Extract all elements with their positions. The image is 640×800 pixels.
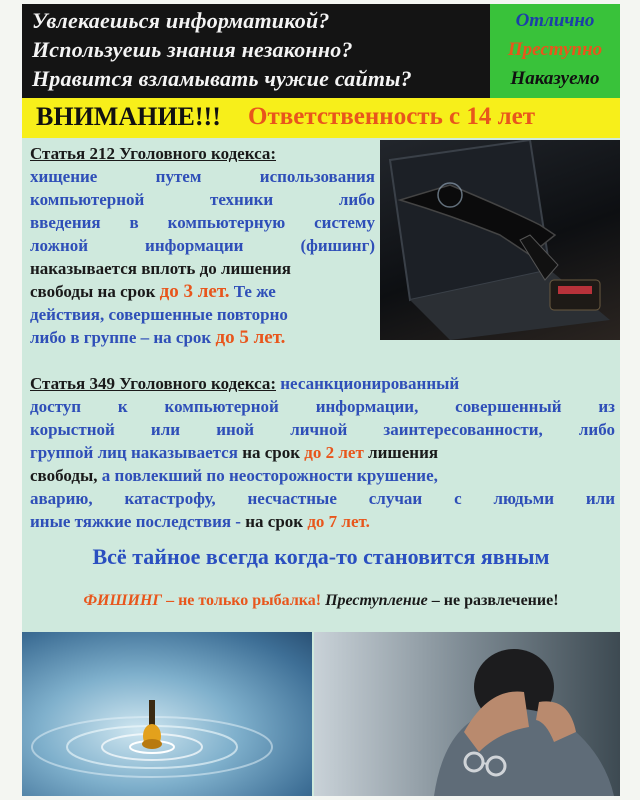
article-349-line-5 [30,464,615,487]
question-3: Нравится взламывать чужие сайты? [32,66,412,91]
article-349-line-3: корыстной или иной личной заинтересованности, либо [30,420,615,439]
article-349-consequences: иные тяжкие последствия - [30,512,241,531]
article-212-line-5: наказывается вплоть до лишения [30,259,291,278]
phishing-text-1: – не только рыбалка! [166,592,322,609]
attention-text: Ответственность с 14 лет [248,103,536,130]
phishing-text-2: – не развлечение! [431,592,559,609]
article-349-line-2: доступ к компьютерной информации, совершенный из [30,397,615,416]
article-212-line-2: компьютерной техники либо [30,190,375,209]
article-212-line-6 [30,280,375,303]
phishing-warning [22,592,620,610]
article-212-line-1: хищение путем использования [30,167,375,186]
hacker-glove-illustration [380,140,620,340]
verdict-criminal: Преступно [507,39,603,60]
article-349-group: группой лиц наказывается [30,443,238,462]
attention-banner [22,98,620,138]
article-349-term-2: до 7 лет. [307,512,370,531]
article-349-deprivation: лишения [368,443,439,462]
verdict-excellent: Отлично [515,10,595,31]
handcuffed-teen-image [314,632,620,796]
crime-word: Преступление [325,592,428,609]
article-212-line-8 [30,326,375,349]
article-349-negligence: а повлекший по неосторожности крушение, [101,466,438,485]
article-349-term-prefix: на срок [242,443,301,462]
article-349-line-6: аварию, катастрофу, несчастные случаи с людьми или [30,489,615,508]
teen-silhouette-illustration [314,632,620,796]
phishing-word: ФИШИНГ [83,592,163,609]
attention-label: ВНИМАНИЕ!!! [36,102,221,131]
article-212 [30,142,375,349]
hacker-laptop-image [380,140,620,340]
article-349-freedom: свободы, [30,466,98,485]
article-212-group: либо в группе – на срок [30,328,212,347]
article-212-term-2: до 5 лет. [215,327,286,348]
article-349-line-4 [30,441,615,464]
article-212-term-1: до 3 лет. [159,281,230,302]
slogan: Всё тайное всегда когда-то становится явным [92,544,550,569]
water-ripples-illustration [22,632,312,796]
article-349-line-7 [30,510,615,533]
question-2: Используешь знания незаконно? [32,37,353,62]
article-212-same: Те же [233,282,276,301]
article-349 [30,372,615,533]
fishing-float-image [22,632,312,796]
article-349-line-1 [30,372,615,395]
article-212-term-prefix: свободы на срок [30,282,156,301]
verdict-punishable: Наказуемо [510,68,600,89]
article-212-line-3: введения в компьютерную систему [30,213,375,232]
article-349-heading: Статья 349 Уголовного кодекса: [30,374,277,393]
article-349-term-prefix-2: на срок [245,512,304,531]
article-212-line-4: ложной информации (фишинг) [30,236,375,255]
poster [22,4,620,796]
article-349-text-1: несанкционированный [280,374,460,393]
header-verdicts [490,4,620,98]
article-212-line-7: действия, совершенные повторно [30,305,288,324]
question-1: Увлекаешься информатикой? [32,8,330,33]
header-questions [22,4,490,98]
article-212-heading: Статья 212 Уголовного кодекса: [30,144,277,163]
article-349-term-1: до 2 лет [304,443,364,462]
